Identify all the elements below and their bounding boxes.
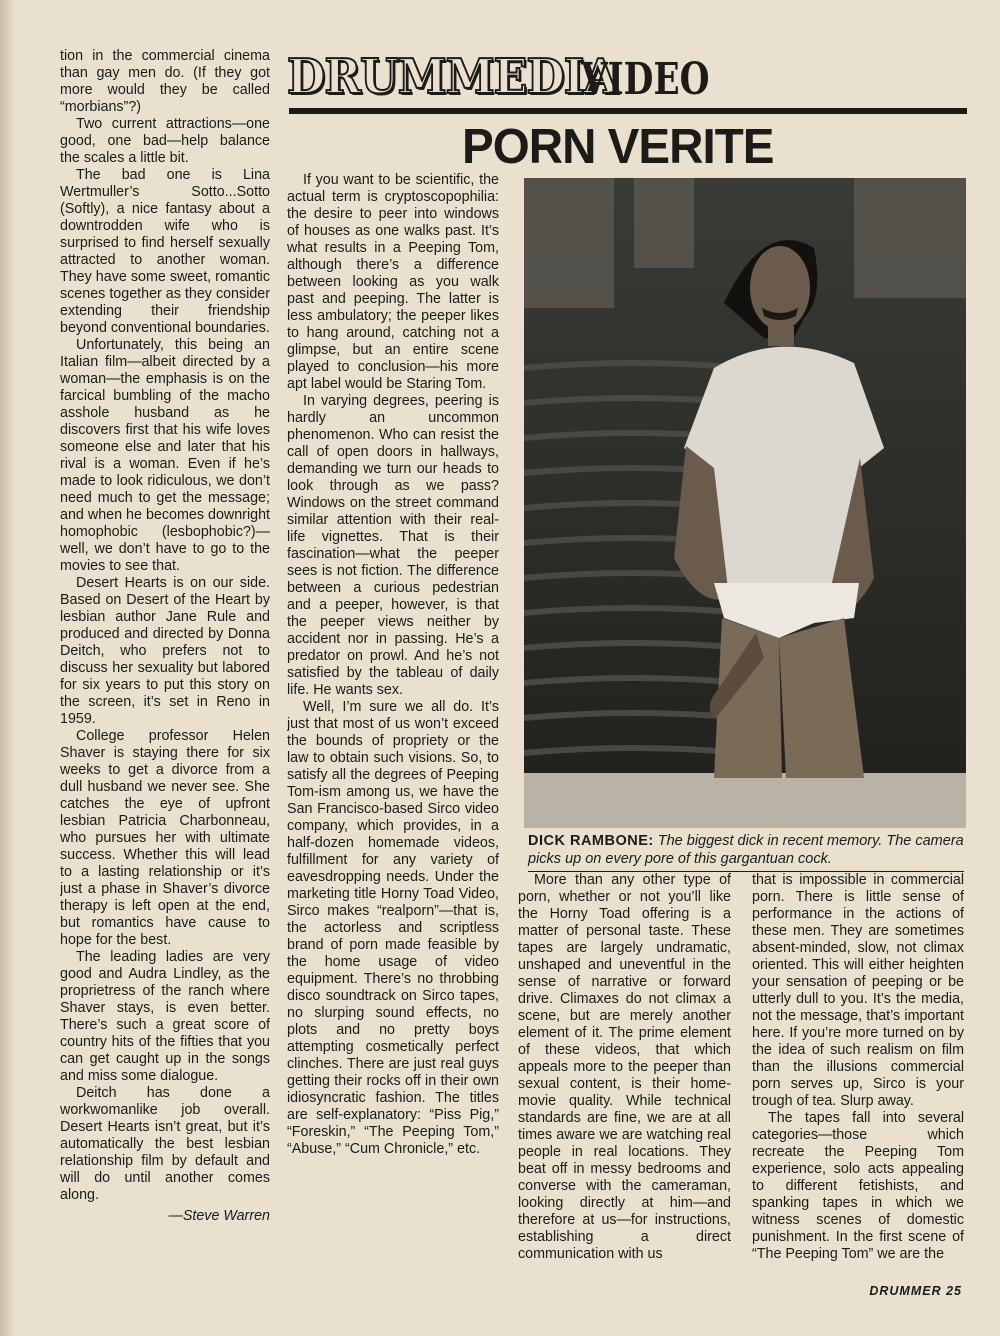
paragraph: The tapes fall into several categories—those which recreate the Peeping Tom experience, solo acts appealing to different fetishists, and spanking tapes in which we witness scenes of domestic punishment. In the first scene of “The Peeping Tom” we are the xyxy=(752,1110,964,1262)
page-gutter-shadow xyxy=(0,0,14,1336)
page-footer xyxy=(869,1284,962,1298)
paragraph: tion in the commercial cinema than gay men do. (If they got more would they be called “morbians”?) xyxy=(60,48,270,115)
paragraph: College professor Helen Shaver is staying there for six weeks to get a divorce from a dull husband we never see. She catches the eye of upfront lesbian Patricia Charbonneau, who pursues her with ultimate success. Whether this will lead to a lasting relationship or it’s just a phase in Shaver’s divorce therapy is left open at the end, but romantics have cause to hope for the best. xyxy=(60,728,270,948)
article-photo xyxy=(524,178,966,828)
paragraph: If you want to be scientific, the actual term is cryptoscopophilia: the desire to peer into windows of houses as one walks past. It’s what results in a Peeping Tom, although there’s a difference between looking as you walk past and peeping. The latter is less ambulatory; the peeper likes to hang around, catching not a glimpse, but an entire scene played to conclusion—his more apt label would be Staring Tom. xyxy=(287,172,499,392)
article-headline: PORN VERITE xyxy=(462,120,774,174)
caption-name: DICK RAMBONE: xyxy=(528,833,654,849)
caption-text: The biggest dick in recent memory. The camera picks up on every pore of this gargantuan cock. xyxy=(528,833,964,867)
paragraph: that is impossible in commercial porn. There is little sense of performance in the actions of these men. They are sometimes absent-minded, slow, not climax oriented. This will either heighten your sensation of peeping or be utterly dull to you. It’s the media, not the message, that’s important here. If you’re more turned on by the idea of such realism on film than the illusions commercial porn serves up, Sirco is your trough of tea. Slurp away. xyxy=(752,872,964,1109)
paragraph: Unfortunately, this being an Italian film—albeit directed by a woman—the emphasis is on the farcical bumbling of the macho asshole husband as he discovers first that his wife loves someone else and later that his rival is a woman. Even if he’s made to look ridiculous, we don’t need much to get the message; and when he becomes downright homophobic (lesbophobic?)—well, we don’t have to go to the movies to see that. xyxy=(60,337,270,574)
paragraph: Deitch has done a workwomanlike job overall. Desert Hearts isn’t great, but it’s automatically the best lesbian relationship film by default and will do until another comes along. xyxy=(60,1085,270,1203)
paragraph: Two current attractions—one good, one bad—help balance the scales a little bit. xyxy=(60,116,270,166)
paragraph: The leading ladies are very good and Audra Lindley, as the proprietress of the ranch where Shaver stays, is even better. There’s such a great score of country hits of the fifties that you can get caught up in the songs and miss some dialogue. xyxy=(60,949,270,1084)
footer-page-number: 25 xyxy=(946,1284,962,1298)
paragraph: More than any other type of porn, whether or not you’ll like the Horny Toad offering is a matter of personal taste. These tapes are largely undramatic, unshaped and uneventful in the sense of narrative or forward drive. Climaxes do not climax a scene, but are merely another element of it. The prime element of these videos, that which appeals more to the peeper than sexual content, is their home-movie quality. While technical standards are fine, we are at all times aware we are watching real people in real locations. They beat off in messy bedrooms and converse with the cameraman, looking directly at him—and therefore at us—for instructions, establishing a direct communication with us xyxy=(518,872,731,1262)
paragraph: Well, I’m sure we all do. It’s just that most of us won’t exceed the bounds of propriety or the law to obtain such visions. So, to satisfy all the degrees of Peeping Tom-ism among us, we have the San Francisco-based Sirco video company, which provides, in a half-dozen homemade videos, fulfillment for any variety of eavesdropping needs. Under the marketing title Horny Toad Video, Sirco makes “realporn”—that is, the actorless and scriptless brand of porn made feasible by the home usage of video equipment. There’s no throbbing disco soundtrack on Sirco tapes, no slurping sound effects, no plots and no pretty boys attempting cosmetically perfect clinches. There are just real guys getting their rocks off in their own idiosyncratic fashion. The titles are self-explanatory: “Piss Pig,” “Foreskin,” “The Peeping Tom,” “Abuse,” “Cum Chronicle,” etc. xyxy=(287,699,499,1157)
paragraph: In varying degrees, peering is hardly an uncommon phenomenon. Who can resist the call of open doors in hallways, demanding we turn our heads to look through as we pass? Windows on the street command similar attention with their real-life vignettes. That is their fascination—what the peeper sees is not fiction. The difference between a curious pedestrian and a peeper, however, is that the peeper views neither by accident nor in passing. He’s a predator on prowl. And he’s not satisfied by the tableau of daily life. He wants sex. xyxy=(287,393,499,698)
article-column-2 xyxy=(287,172,499,1287)
author-signature: —Steve Warren xyxy=(168,1208,270,1224)
article-column-4 xyxy=(752,872,964,1292)
photo-illustration xyxy=(524,178,966,828)
masthead-title: DRUMMEDIA xyxy=(287,49,617,105)
masthead-rule xyxy=(289,108,967,114)
article-column-3 xyxy=(518,872,731,1292)
masthead-section: VIDEO xyxy=(581,54,710,105)
footer-magazine-name: DRUMMER xyxy=(869,1284,942,1298)
section-masthead xyxy=(287,50,967,110)
photo-caption xyxy=(528,832,964,872)
paragraph: The bad one is Lina Wertmuller’s Sotto...Sotto (Softly), a nice fantasy about a downtrodden wife who is surprised to find herself sexually attracted to another woman. They have some sweet, romantic scenes together as they consider extending their friendship beyond conventional boundaries. xyxy=(60,167,270,336)
paragraph: Desert Hearts is on our side. Based on Desert of the Heart by lesbian author Jane Rule and produced and directed by Donna Deitch, who prefers not to discuss her sexuality but labored for six years to put this story on the screen, it’s set in Reno in 1959. xyxy=(60,575,270,727)
article-column-1 xyxy=(60,48,270,1288)
